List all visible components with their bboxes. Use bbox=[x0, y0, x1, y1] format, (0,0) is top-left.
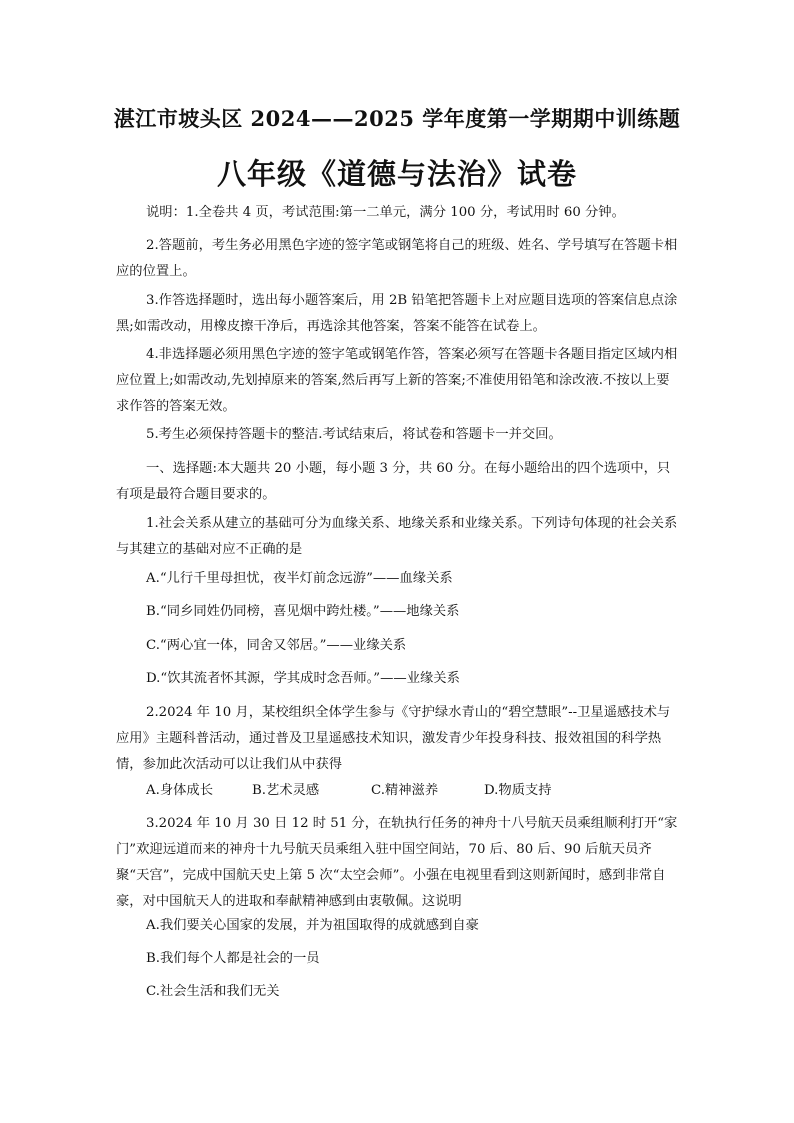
question-2-options bbox=[146, 778, 552, 804]
question-2-option-c: C.精神滋养 bbox=[371, 783, 439, 798]
section-heading: 一、选择题:本大题共 20 小题，每小题 3 分，共 60 分。在每小题给出的四个选项中，只有项是最符合题目要求的。 bbox=[116, 461, 671, 502]
question-3-option-c: C.社会生活和我们无关 bbox=[146, 984, 280, 999]
exam-title: 湛江市坡头区 2024——2025 学年度第一学期期中训练题 bbox=[113, 106, 681, 131]
question-2-option-a: A.身体成长 bbox=[146, 783, 214, 798]
question-1-stem: 1.社会关系从建立的基础可分为血缘关系、地缘关系和业缘关系。下列诗句体现的社会关系与其建立的基础对应不正确的是 bbox=[116, 516, 678, 557]
exam-subtitle: 八年级《道德与法治》试卷 bbox=[216, 157, 577, 191]
instruction-2: 2.答题前，考生务必用黑色字迹的签字笔或钢笔将自己的班级、姓名、学号填写在答题卡相应的位置上。 bbox=[116, 238, 678, 279]
instruction-5: 5.考生必须保持答题卡的整洁.考试结束后，将试卷和答题卡一并交回。 bbox=[146, 427, 562, 442]
question-1-option-a: A.“儿行千里母担忧，夜半灯前念远游”——血缘关系 bbox=[146, 571, 453, 586]
question-1-option-d: D.“饮其流者怀其源，学其成时念吾师。”——业缘关系 bbox=[146, 671, 460, 686]
question-2-option-b: B.艺术灵感 bbox=[252, 783, 320, 798]
question-2-stem: 2.2024 年 10 月，某校组织全体学生参与《守护绿水青山的“碧空慧眼”--卫星遥感技术与应用》主题科普活动，通过普及卫星遥感技术知识，激发青少年投身科技、报效祖国的科学热情，参加此次活动可以让我们从中获得 bbox=[116, 705, 671, 772]
question-2-option-d: D.物质支持 bbox=[484, 783, 552, 798]
question-3-stem: 3.2024 年 10 月 30 日 12 时 51 分，在轨执行任务的神舟十八号航天员乘组顺利打开“家门”欢迎远道而来的神舟十九号航天员乘组入驻中国空间站，70 后、80 后、90 后航天员齐聚“天宫”，完成中国航天史上第 5 次“太空会师”。小强在电视里看到这则新闻时，感到非常自豪，对中国航天人的进取和奉献精神感到由衷敬佩。这说明 bbox=[116, 816, 678, 909]
question-3-option-a: A.我们要关心国家的发展，并为祖国取得的成就感到自豪 bbox=[146, 918, 479, 933]
instruction-3: 3.作答选择题时，选出每小题答案后，用 2B 铅笔把答题卡上对应题目选项的答案信息点涂黑;如需改动，用橡皮擦干净后，再选涂其他答案，答案不能答在试卷上。 bbox=[116, 293, 678, 334]
question-1-option-c: C.“两心宜一体，同舍又邻居。”——业缘关系 bbox=[146, 638, 407, 653]
question-1-option-b: B.“同乡同姓仍同榜，喜见烟中跨灶楼。”——地缘关系 bbox=[146, 604, 460, 619]
instruction-4: 4.非选择题必须用黑色字迹的签字笔或钢笔作答，答案必须写在答题卡各题目指定区域内相应位置上;如需改动,先划掉原来的答案,然后再写上新的答案;不准使用铅笔和涂改液.不按以上要求作答的答案无效。 bbox=[116, 347, 678, 414]
question-3-option-b: B.我们每个人都是社会的一员 bbox=[146, 951, 320, 966]
instruction-1: 说明：1.全卷共 4 页，考试范围:第一二单元，满分 100 分，考试用时 60 分钟。 bbox=[146, 205, 625, 220]
